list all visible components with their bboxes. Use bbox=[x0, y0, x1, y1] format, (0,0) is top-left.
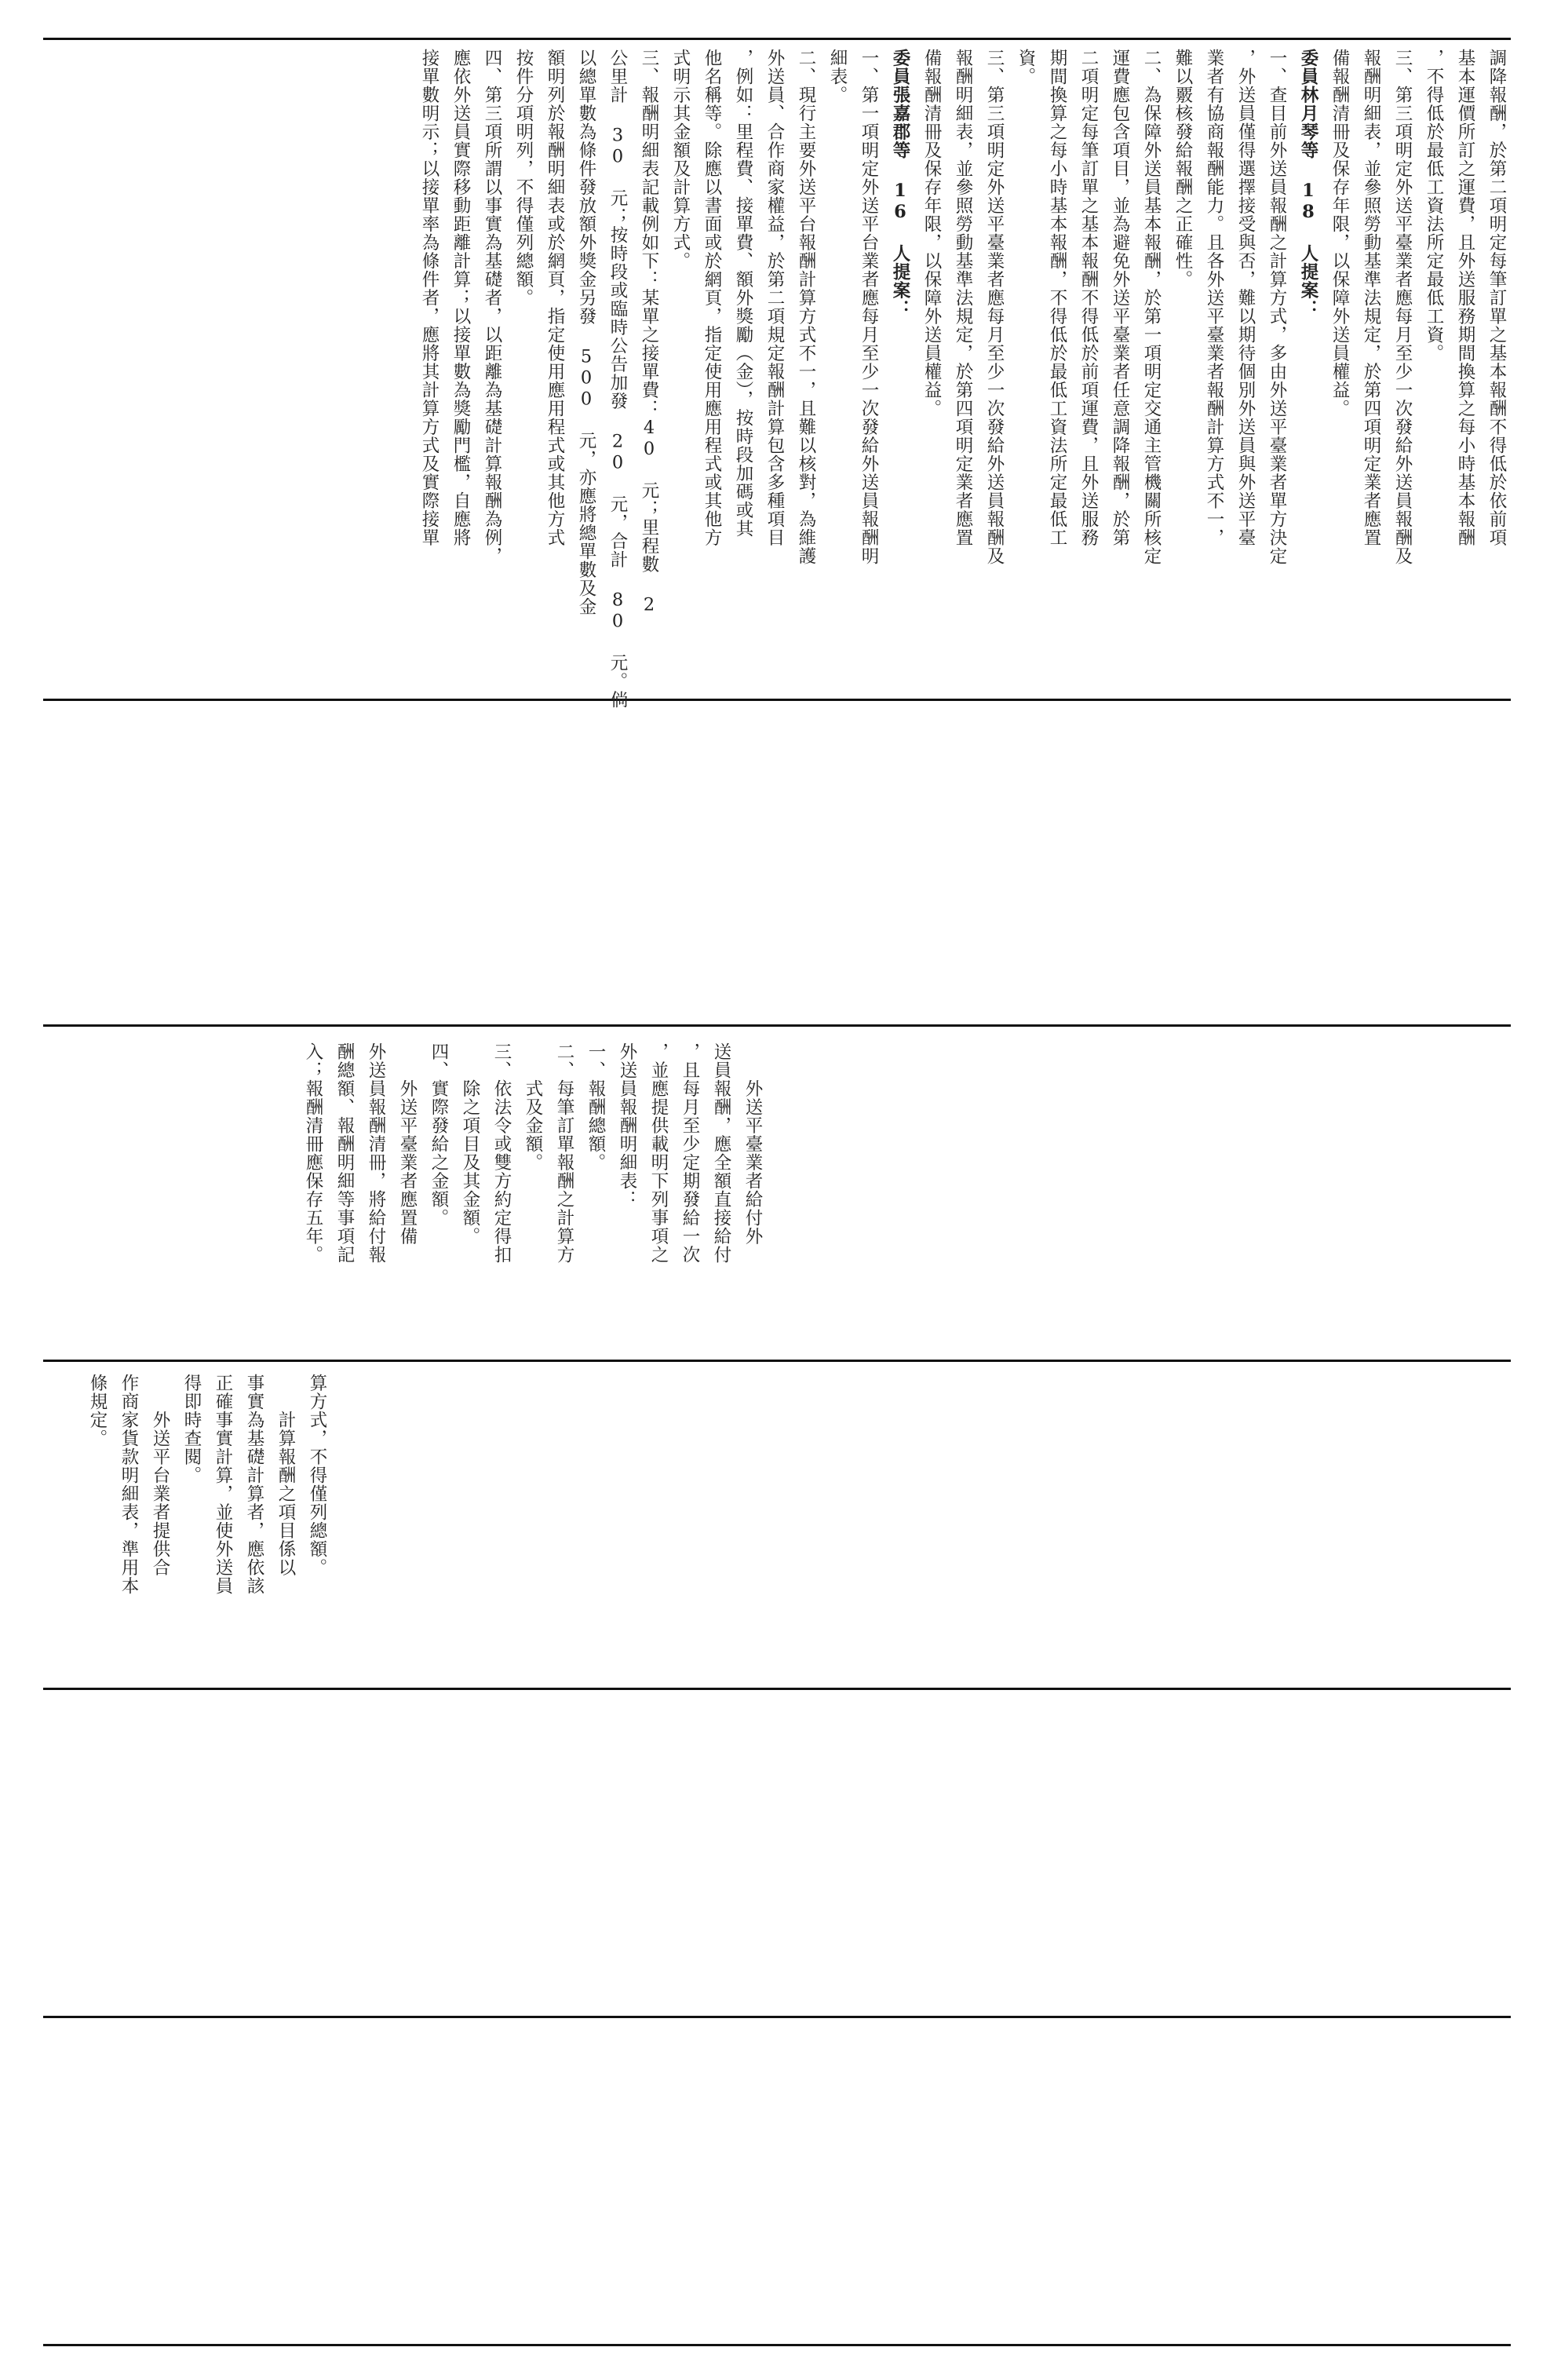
text-line: 事實為基礎計算者，應依該 bbox=[244, 1374, 264, 1595]
text-line: 額明列於報酬明細表或於網頁，指定使用應用程式或其他方式 bbox=[545, 49, 565, 547]
rule-bottom bbox=[43, 2344, 1511, 2346]
text-line: 四、實際發給之金額。 bbox=[429, 1042, 449, 1227]
text-line: ，例如：里程費、接單費、額外獎勵（金），按時段加碼或其 bbox=[733, 49, 753, 538]
text-line: 外送平台業者提供合 bbox=[150, 1374, 170, 1577]
article-text-continued-column bbox=[19, 1374, 333, 1688]
proposal-explanation-column bbox=[419, 49, 1512, 998]
text-line: 三、依法令或雙方約定得扣 bbox=[491, 1042, 512, 1264]
text-line: 公里計 30 元；按時段或臨時公告加發 20 元，合計 80 元。倘 bbox=[607, 49, 628, 709]
text-line: 二、為保障外送員基本報酬，於第一項明定交通主管機關所核定 bbox=[1141, 49, 1162, 565]
text-line: 應依外送員實際移動距離計算；以接單數為獎勵門檻，自應將 bbox=[450, 49, 471, 547]
text-line: 一、報酬總額。 bbox=[585, 1042, 606, 1172]
text-line: 酬總額、報酬明細等事項記 bbox=[334, 1042, 355, 1264]
text-line: 外送員報酬清冊，將給付報 bbox=[366, 1042, 386, 1264]
text-line: 外送員報酬明細表： bbox=[617, 1042, 637, 1209]
text-line: 以總單數為條件發放額外獎金另發 500 元，亦應將總單數及金 bbox=[576, 49, 596, 616]
text-line: 外送員、合作商家權益，於第二項規定報酬計算包含多種項目 bbox=[764, 49, 785, 547]
text-line: 二、每筆訂單報酬之計算方 bbox=[554, 1042, 574, 1264]
text-line: 資。 bbox=[1016, 49, 1036, 86]
text-line: 二項明定每筆訂單之基本報酬不得低於前項運費，且外送服務 bbox=[1078, 49, 1099, 547]
text-line: 三、第三項明定外送平臺業者應每月至少一次發給外送員報酬及 bbox=[1392, 49, 1413, 565]
text-line: 條規定。 bbox=[87, 1374, 108, 1447]
text-line: ，並應提供載明下列事項之 bbox=[648, 1042, 669, 1264]
text-line: 入；報酬清冊應保存五年。 bbox=[303, 1042, 323, 1264]
text-line: 除之項目及其金額。 bbox=[460, 1042, 480, 1246]
rule-5 bbox=[43, 1688, 1511, 1690]
text-line: 報酬明細表，並參照勞動基準法規定，於第四項明定業者應置 bbox=[953, 49, 973, 547]
text-line: 基本運價所訂之運費，且外送服務期間換算之每小時基本報酬 bbox=[1455, 49, 1475, 547]
rule-top bbox=[43, 38, 1511, 40]
proposal-heading: 委員張嘉郡等 16 人提案： bbox=[890, 49, 910, 318]
text-line: 細表。 bbox=[827, 49, 848, 104]
proposal-heading: 委員林月琴等 18 人提案： bbox=[1298, 49, 1318, 318]
text-line: 四、第三項所謂以事實為基礎者，以距離為基礎計算報酬為例， bbox=[482, 49, 502, 565]
text-line: 難以覈核發給報酬之正確性。 bbox=[1173, 49, 1193, 289]
text-line: 備報酬清冊及保存年限，以保障外送員權益。 bbox=[921, 49, 942, 418]
text-line: 三、第三項明定外送平臺業者應每月至少一次發給外送員報酬及 bbox=[984, 49, 1005, 565]
text-line: 按件分項明列，不得僅列總額。 bbox=[513, 49, 534, 307]
text-line: ，不得低於最低工資法所定最低工資。 bbox=[1424, 49, 1444, 363]
text-line: 作商家貨款明細表，準用本 bbox=[119, 1374, 139, 1595]
text-line: 三、報酬明細表記載例如下：某單之接單費：40 元；里程數 2 bbox=[639, 49, 659, 616]
text-line: 一、查目前外送員報酬之計算方式，多由外送平臺業者單方決定 bbox=[1267, 49, 1287, 565]
text-line: 期間換算之每小時基本報酬，不得低於最低工資法所定最低工 bbox=[1047, 49, 1067, 547]
text-line: 他名稱等。除應以書面或於網頁，指定使用應用程式或其他方 bbox=[702, 49, 722, 547]
text-line: 式及金額。 bbox=[523, 1042, 543, 1172]
text-line: 式明示其金額及計算方式。 bbox=[670, 49, 691, 270]
text-line: 一、第一項明定外送平台業者應每月至少一次發給外送員報酬明 bbox=[859, 49, 879, 565]
text-line: 報酬明細表，並參照勞動基準法規定，於第四項明定業者應置 bbox=[1361, 49, 1381, 547]
text-line: 算方式，不得僅列總額。 bbox=[307, 1374, 327, 1577]
text-line: 接單數明示；以接單率為條件者，應將其計算方式及實際接單 bbox=[419, 49, 439, 547]
text-line: 送員報酬，應全額直接給付 bbox=[711, 1042, 731, 1264]
text-line: 運費應包含項目，並為避免外送平臺業者任意調降報酬，於第 bbox=[1110, 49, 1130, 547]
text-line: 調降報酬，於第二項明定每筆訂單之基本報酬不得低於依前項 bbox=[1486, 49, 1507, 547]
text-line: 備報酬清冊及保存年限，以保障外送員權益。 bbox=[1329, 49, 1350, 418]
text-line: 二、現行主要外送平台報酬計算方式不一，且難以核對，為維護 bbox=[796, 49, 816, 565]
rule-6 bbox=[43, 2016, 1511, 2018]
text-line: 得即時查閱。 bbox=[181, 1374, 202, 1484]
text-line: ，且每月至少定期發給一次 bbox=[680, 1042, 700, 1264]
text-line: 外送平臺業者應置備 bbox=[397, 1042, 418, 1246]
text-line: ，外送員僅得選擇接受與否，難以期待個別外送員與外送平臺 bbox=[1235, 49, 1256, 547]
text-line: 業者有協商報酬能力。且各外送平臺業者報酬計算方式不一， bbox=[1204, 49, 1224, 547]
rule-3 bbox=[43, 1024, 1511, 1027]
text-line: 計算報酬之項目係以 bbox=[275, 1374, 296, 1577]
text-line: 外送平臺業者給付外 bbox=[742, 1042, 763, 1246]
text-line: 正確事實計算，並使外送員 bbox=[213, 1374, 233, 1595]
